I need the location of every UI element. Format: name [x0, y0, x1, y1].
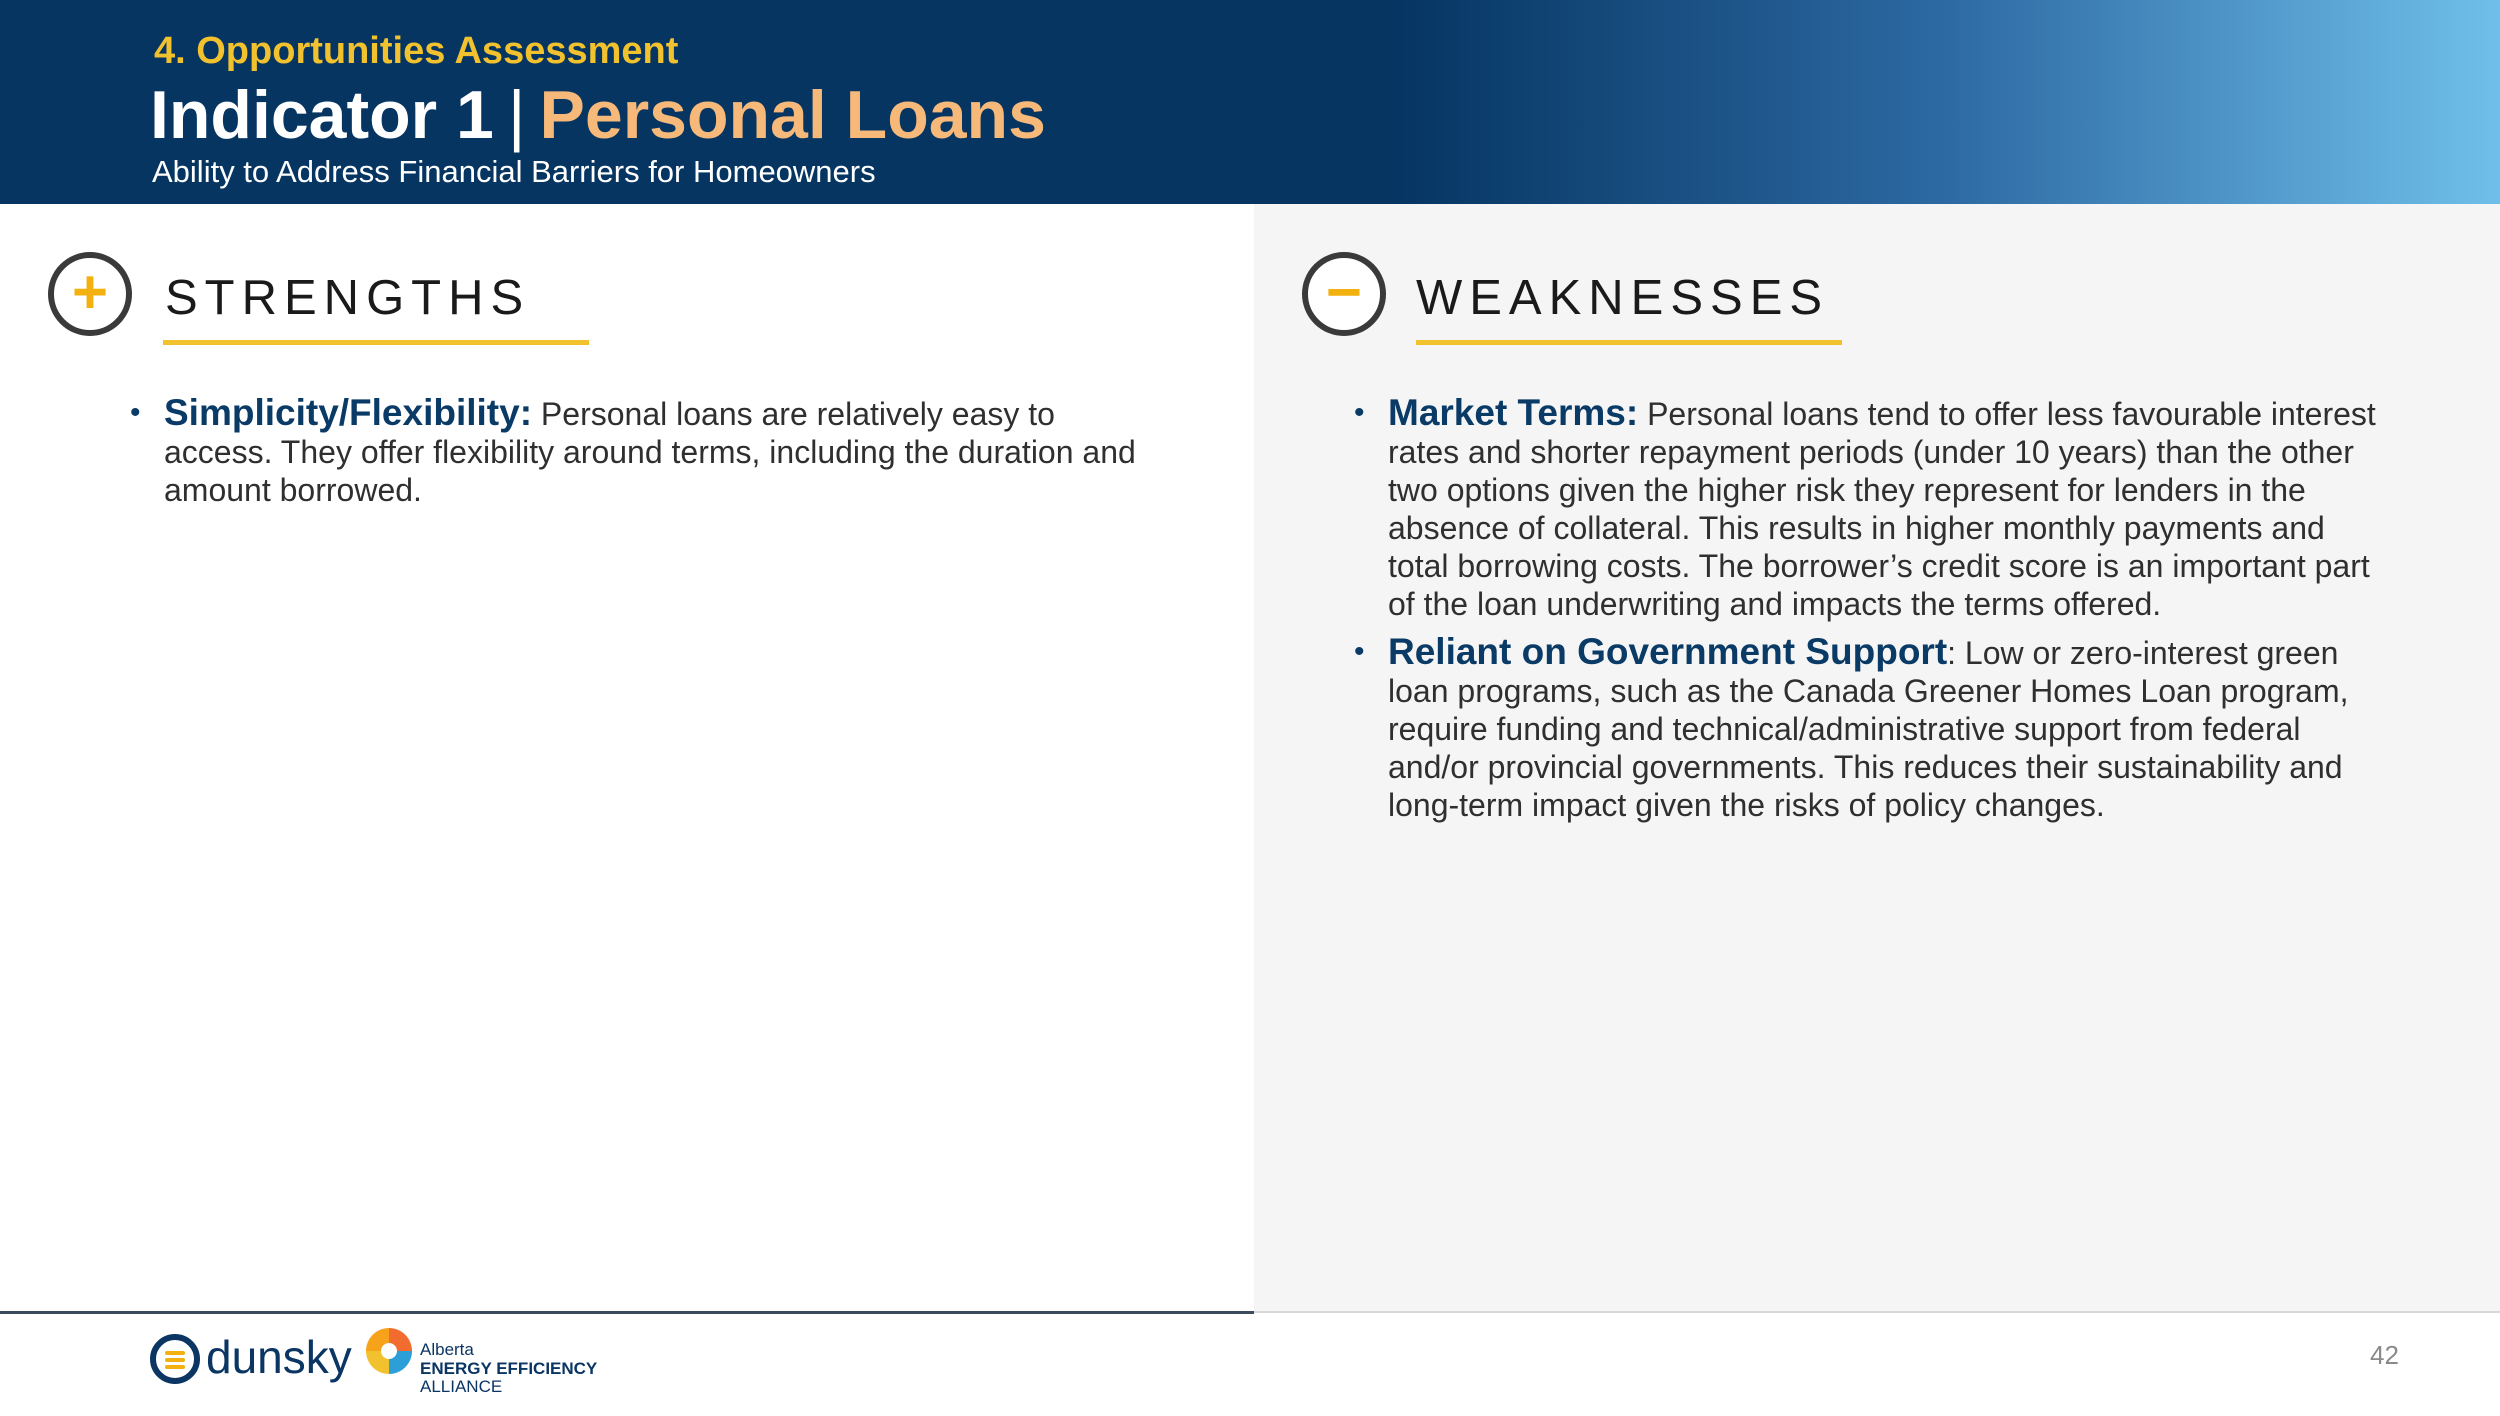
- page-number: 42: [2370, 1340, 2399, 1370]
- title-accent: Personal Loans: [539, 77, 1046, 153]
- bullet-text: Personal loans tend to offer less favourable interest rates and shorter repayment periods (under 10 years) than the other two options given the higher risk they represent for lenders in the absence of collateral. This results in higher monthly payments and total borrowing costs. The borrower’s credit score is an important part of the loan underwriting and impacts the terms offered.: [1388, 396, 2376, 622]
- aeea-line-alliance: ALLIANCE: [420, 1377, 503, 1396]
- page-title: [150, 76, 1046, 154]
- weaknesses-heading: WEAKNESSES: [1416, 271, 1830, 325]
- dunsky-logo-icon: [150, 1334, 200, 1384]
- strengths-heading: STRENGTHS: [165, 271, 531, 325]
- bullet-text: Personal loans are relatively easy to access. They offer flexibility around terms, including the duration and amount borrowed.: [164, 396, 1136, 508]
- weaknesses-list: [1354, 394, 2394, 824]
- strengths-underline: [163, 340, 589, 345]
- minus-icon: −: [1302, 252, 1386, 336]
- bullet-term: Reliant on Government Support: [1388, 631, 1948, 672]
- bullet-dot-icon: •: [1354, 396, 1365, 429]
- aeea-logo-icon: [364, 1326, 414, 1376]
- aeea-logo: [364, 1326, 614, 1396]
- bullet-item: [1354, 394, 2394, 623]
- title-separator: |: [507, 77, 526, 153]
- bullet-term: Simplicity/Flexibility:: [164, 392, 533, 433]
- bullet-dot-icon: •: [1354, 635, 1365, 668]
- plus-icon: +: [48, 252, 132, 336]
- bullet-term: Market Terms:: [1388, 392, 1639, 433]
- footer-divider: [0, 1311, 1254, 1314]
- bullet-item: [130, 394, 1150, 509]
- bullet-item: [1354, 633, 2394, 824]
- footer-divider-right: [1254, 1311, 2500, 1313]
- bullet-dot-icon: •: [130, 396, 141, 429]
- page-subtitle: Ability to Address Financial Barriers for Homeowners: [152, 154, 876, 189]
- dunsky-wordmark: dunsky: [206, 1331, 352, 1383]
- aeea-line-energy-efficiency: ENERGY EFFICIENCY: [420, 1359, 598, 1378]
- header-banner: [0, 0, 2500, 204]
- aeea-line-alberta: Alberta: [420, 1340, 474, 1359]
- title-main: Indicator 1: [150, 77, 494, 153]
- bullet-text: : Low or zero-interest green loan programs, such as the Canada Greener Homes Loan program, require funding and technical/administrative support from federal and/or provincial governments. This reduces their sustainability and long-term impact given the risks of policy changes.: [1388, 635, 2349, 823]
- section-label: 4. Opportunities Assessment: [154, 30, 679, 72]
- strengths-list: [130, 394, 1150, 509]
- weaknesses-underline: [1416, 340, 1842, 345]
